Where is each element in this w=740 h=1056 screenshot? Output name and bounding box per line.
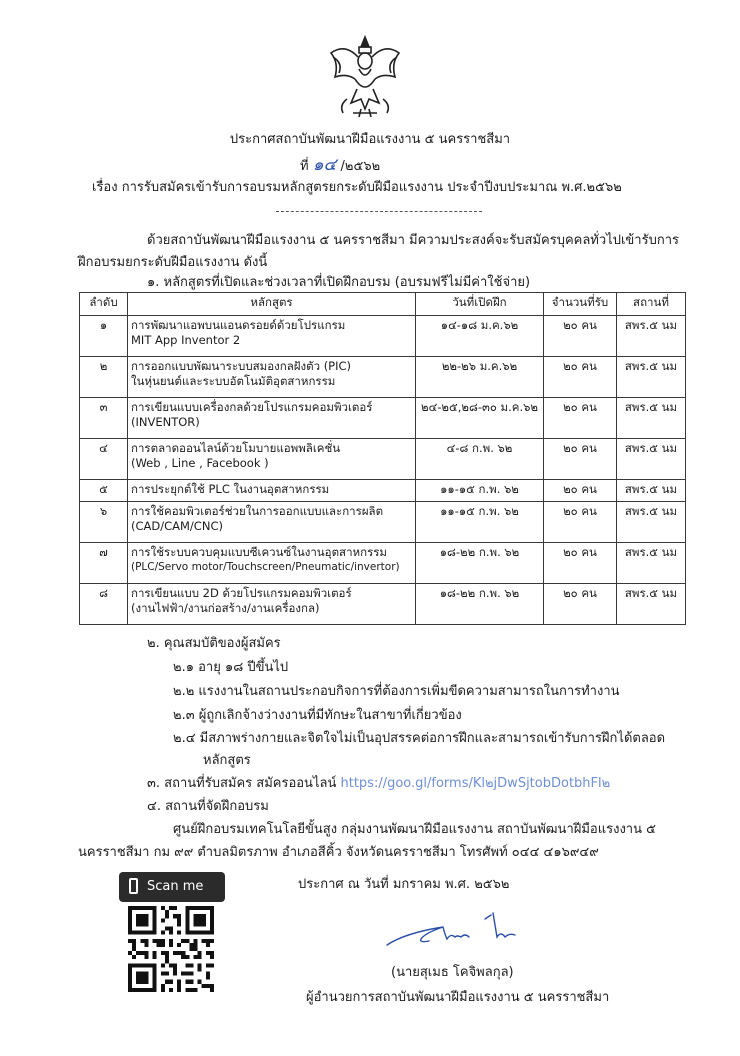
table-row	[80, 480, 686, 502]
row-no: ๓	[80, 398, 128, 439]
row-place: สพร.๕ นม	[617, 398, 686, 439]
row-count: ๒๐ คน	[544, 584, 617, 625]
row-course	[128, 439, 416, 480]
divider	[276, 211, 482, 212]
course-detail: (PLC/Servo motor/Touchscreen/Pneumatic/invertor)	[131, 561, 400, 573]
row-date: ๑๑-๑๕ ก.พ. ๖๒	[416, 480, 544, 502]
course-detail: (CAD/CAM/CNC)	[131, 519, 223, 533]
course-name: การใช้คอมพิวเตอร์ช่วยในการออกแบบและการผลิต	[131, 504, 384, 518]
table-row	[80, 502, 686, 543]
row-count: ๒๐ คน	[544, 357, 617, 398]
scan-me-badge	[119, 872, 225, 902]
document-subject: เรื่อง การรับสมัครเข้ารับการอบรมหลักสูตรยกระดับฝีมือแรงงาน ประจำปีงบประมาณ พ.ศ.๒๕๖๒	[92, 180, 622, 195]
row-count: ๒๐ คน	[544, 316, 617, 357]
row-place: สพร.๕ นม	[617, 543, 686, 584]
row-date: ๑๘-๒๒ ก.พ. ๖๒	[416, 543, 544, 584]
row-date: ๑๘-๒๒ ก.พ. ๖๒	[416, 584, 544, 625]
training-location-line-2: นครราชสีมา กม ๙๙ ตำบลมิตรภาพ อำเภอสีคิ้ว จังหวัดนครราชสีมา โทรศัพท์ ๐๔๔ ๔๑๖๙๔๙	[78, 845, 599, 860]
section-3-text: ๓. สถานที่รับสมัคร สมัครออนไลน์	[147, 776, 341, 791]
row-no: ๑	[80, 316, 128, 357]
course-name: การประยุกต์ใช้ PLC ในงานอุตสาหกรรม	[131, 482, 330, 496]
section-4-title: ๔. สถานที่จัดฝึกอบรม	[147, 799, 269, 814]
row-place: สพร.๕ นม	[617, 357, 686, 398]
row-count: ๒๐ คน	[544, 502, 617, 543]
course-detail: (งานไฟฟ้า/งานก่อสร้าง/งานเครื่องกล)	[131, 601, 320, 615]
section-3	[147, 776, 610, 792]
phone-icon	[129, 878, 138, 894]
row-place: สพร.๕ นม	[617, 316, 686, 357]
qualification-item: ๒.๔ มีสภาพร่างกายและจิตใจไม่เป็นอุปสรรคต่อการฝึกและสามารถเข้ารับการฝึกได้ตลอด	[173, 731, 666, 746]
registration-link[interactable]: https://goo.gl/forms/Kl๒jDwSjtobDotbhFl๒	[340, 776, 611, 791]
row-course	[128, 502, 416, 543]
course-name: การออกแบบพัฒนาระบบสมองกลฝังตัว (PIC)	[131, 359, 352, 373]
course-detail: (INVENTOR)	[131, 415, 200, 429]
course-name: การพัฒนาแอพบนแอนดรอยด์ด้วยโปรแกรม	[131, 318, 346, 332]
row-place: สพร.๕ นม	[617, 480, 686, 502]
course-name: การตลาดออนไลน์ด้วยโมบายแอพพลิเคชั่น	[131, 441, 341, 455]
signer-position: ผู้อำนวยการสถาบันพัฒนาฝีมือแรงงาน ๕ นครราชสีมา	[306, 990, 610, 1005]
section-1-title: ๑. หลักสูตรที่เปิดและช่วงเวลาที่เปิดฝึกอบรม (อบรมฟรีไม่มีค่าใช้จ่าย)	[147, 275, 531, 290]
signer-name: (นายสุเมธ โคจิพลกุล)	[391, 965, 514, 980]
training-location-line-1: ศูนย์ฝึกอบรมเทคโนโลยีขั้นสูง กลุ่มงานพัฒนาฝีมือแรงงาน สถาบันพัฒนาฝีมือแรงงาน ๕	[173, 822, 656, 837]
row-count: ๒๐ คน	[544, 398, 617, 439]
garuda-emblem-icon	[325, 33, 405, 121]
row-course	[128, 480, 416, 502]
document-title: ประกาศสถาบันพัฒนาฝีมือแรงงาน ๕ นครราชสีมา	[229, 132, 511, 147]
section-2-title: ๒. คุณสมบัติของผู้สมัคร	[147, 636, 281, 651]
row-count: ๒๐ คน	[544, 480, 617, 502]
table-row	[80, 316, 686, 357]
document-number	[300, 157, 380, 175]
course-name: การเขียนแบบ 2D ด้วยโปรแกรมคอมพิวเตอร์	[131, 586, 352, 600]
course-detail: MIT App Inventor 2	[131, 333, 241, 347]
table-row	[80, 439, 686, 480]
row-course	[128, 316, 416, 357]
table-row	[80, 543, 686, 584]
row-no: ๖	[80, 502, 128, 543]
table-row	[80, 357, 686, 398]
row-course	[128, 584, 416, 625]
row-no: ๗	[80, 543, 128, 584]
row-no: ๘	[80, 584, 128, 625]
header-no: ลำดับ	[80, 293, 128, 316]
qualification-item: ๒.๒ แรงงานในสถานประกอบกิจการที่ต้องการเพิ่มขีดความสามารถในการทำงาน	[173, 684, 620, 699]
signature	[385, 905, 525, 951]
row-course	[128, 543, 416, 584]
header-place: สถานที่	[617, 293, 686, 316]
row-date: ๔-๘ ก.พ. ๖๒	[416, 439, 544, 480]
course-detail: ในหุ่นยนต์และระบบอัตโนมัติอุตสาหกรรม	[131, 374, 336, 388]
intro-line-2: ฝึกอบรมยกระดับฝีมือแรงงาน ดังนี้	[78, 255, 268, 270]
announcement-date: ประกาศ ณ วันที่ มกราคม พ.ศ. ๒๕๖๒	[298, 877, 510, 892]
table-row	[80, 584, 686, 625]
table-row	[80, 398, 686, 439]
course-name: การเขียนแบบเครื่องกลด้วยโปรแกรมคอมพิวเตอร์	[131, 400, 373, 414]
row-count: ๒๐ คน	[544, 543, 617, 584]
course-table	[79, 292, 686, 625]
row-course	[128, 398, 416, 439]
header-count: จำนวนที่รับ	[544, 293, 617, 316]
row-date: ๒๒-๒๖ ม.ค.๖๒	[416, 357, 544, 398]
row-place: สพร.๕ นม	[617, 502, 686, 543]
number-suffix: /๒๕๖๒	[340, 159, 381, 174]
qualification-item: ๒.๓ ผู้ถูกเลิกจ้างว่างงานที่มีทักษะในสาขาที่เกี่ยวข้อง	[173, 708, 462, 723]
header-date: วันที่เปิดฝึก	[416, 293, 544, 316]
handwritten-number: ๑๔	[312, 155, 337, 175]
row-place: สพร.๕ นม	[617, 584, 686, 625]
row-no: ๕	[80, 480, 128, 502]
row-course	[128, 357, 416, 398]
course-detail: (Web , Line , Facebook )	[131, 456, 269, 470]
course-name: การใช้ระบบควบคุมแบบซีเควนซ์ในงานอุตสาหกรรม	[131, 545, 387, 559]
row-date: ๑๑-๑๕ ก.พ. ๖๒	[416, 502, 544, 543]
header-course: หลักสูตร	[128, 293, 416, 316]
row-no: ๒	[80, 357, 128, 398]
qualification-item-cont: หลักสูตร	[203, 753, 251, 768]
number-prefix: ที่	[300, 159, 309, 174]
qualification-item: ๒.๑ อายุ ๑๘ ปีขึ้นไป	[173, 660, 289, 675]
intro-line-1: ด้วยสถาบันพัฒนาฝีมือแรงงาน ๕ นครราชสีมา มีความประสงค์จะรับสมัครบุคคลทั่วไปเข้ารับการ	[147, 233, 679, 248]
scan-me-label: Scan me	[147, 879, 204, 894]
row-date: ๑๔-๑๘ ม.ค.๖๒	[416, 316, 544, 357]
row-date: ๒๔-๒๕,๒๘-๓๐ ม.ค.๖๒	[416, 398, 544, 439]
qr-code[interactable]	[128, 906, 214, 992]
table-header-row	[80, 293, 686, 316]
row-place: สพร.๕ นม	[617, 439, 686, 480]
row-count: ๒๐ คน	[544, 439, 617, 480]
row-no: ๔	[80, 439, 128, 480]
